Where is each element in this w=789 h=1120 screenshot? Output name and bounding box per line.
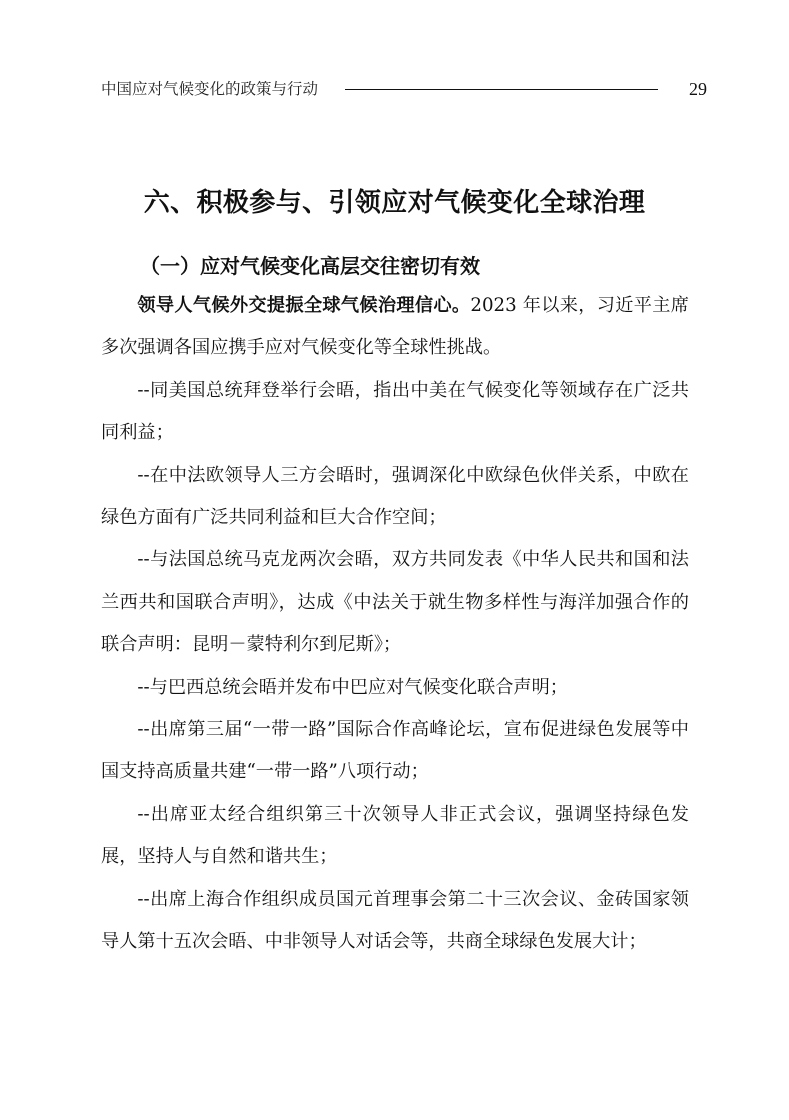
header-rule bbox=[345, 89, 658, 90]
list-item: --与巴西总统会晤并发布中巴应对气候变化联合声明； bbox=[137, 676, 568, 698]
subsection-title: （一）应对气候变化高层交往密切有效 bbox=[140, 253, 480, 278]
list-item: --同美国总统拜登举行会晤，指出中美在气候变化等领域存在广泛共同利益； bbox=[101, 379, 689, 444]
list-item: --出席亚太经合组织第三十次领导人非正式会议，强调坚持绿色发展，坚持人与自然和谐共生； bbox=[101, 803, 689, 868]
running-header-title: 中国应对气候变化的政策与行动 bbox=[101, 80, 319, 98]
intro-lead: 领导人气候外交提振全球气候治理信心。 bbox=[137, 295, 471, 316]
page-header bbox=[101, 78, 709, 102]
page-number: 29 bbox=[689, 79, 707, 99]
section-title: 六、积极参与、引领应对气候变化全球治理 bbox=[143, 188, 646, 219]
intro-paragraph bbox=[101, 285, 689, 370]
list-item: --出席上海合作组织成员国元首理事会第二十三次会议、金砖国家领导人第十五次会晤、中非领导人对话会等，共商全球绿色发展大计； bbox=[101, 888, 689, 953]
list-item: --与法国总统马克龙两次会晤，双方共同发表《中华人民共和国和法兰西共和国联合声明》，达成《中法关于就生物多样性与海洋加强合作的联合声明：昆明－蒙特利尔到尼斯》； bbox=[101, 549, 689, 656]
intro-text: 2023 年以来，习近平主席多次强调各国应携手应对气候变化等全球性挑战。 bbox=[101, 295, 689, 359]
body-text bbox=[101, 285, 689, 964]
list-item: --在中法欧领导人三方会晤时，强调深化中欧绿色伙伴关系，中欧在绿色方面有广泛共同利益和巨大合作空间； bbox=[101, 464, 689, 529]
list-item: --出席第三届“一带一路”国际合作高峰论坛，宣布促进绿色发展等中国支持高质量共建“一带一路”八项行动； bbox=[101, 719, 689, 783]
